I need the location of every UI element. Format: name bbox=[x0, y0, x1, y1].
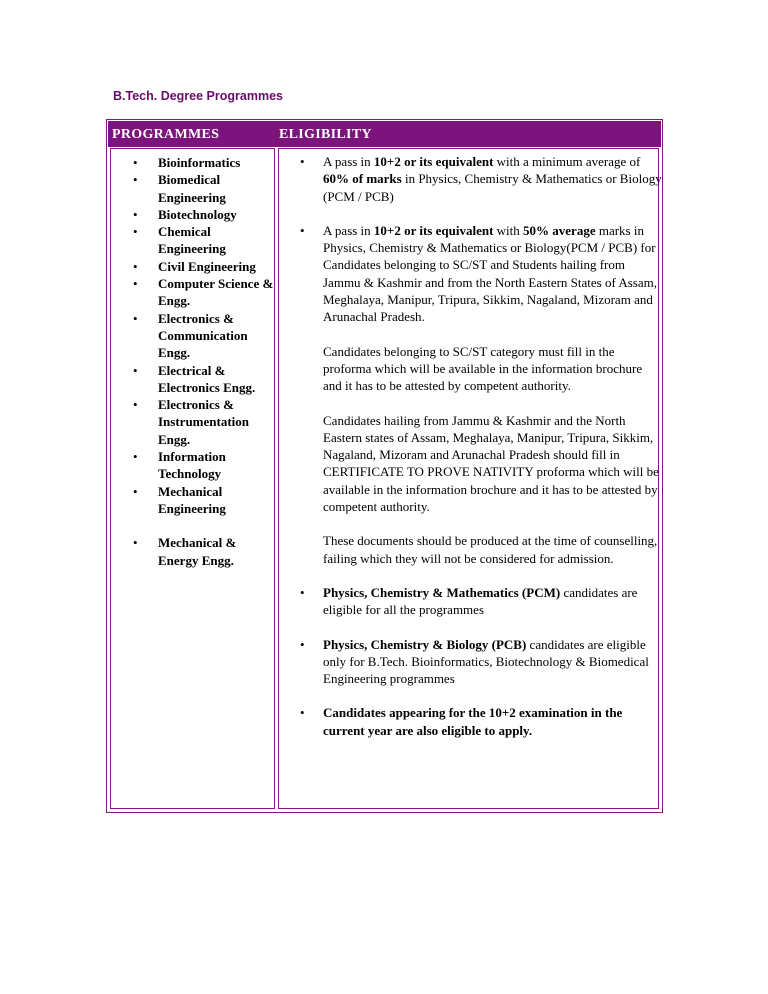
eligibility-bullet-pcm bbox=[279, 584, 663, 619]
text: in Physics, Chemistry & Mathematics or Biology (PCM / PCB) bbox=[323, 171, 662, 204]
programmes-column bbox=[110, 148, 275, 809]
programme-item: • Electronics & Instrumentation Engg. bbox=[111, 396, 274, 448]
bold-text: 50% average bbox=[523, 222, 596, 238]
programme-item: • Biomedical Engineering bbox=[111, 171, 274, 206]
sc-st-note: Candidates belonging to SC/ST category must fill in the proforma which will be available in the information brochure and it has to be attested by competent authority. bbox=[323, 343, 643, 394]
eligibility-header: ELIGIBILITY bbox=[279, 127, 372, 142]
programme-item: • Chemical Engineering bbox=[111, 223, 274, 258]
programmes-header: PROGRAMMES bbox=[112, 127, 220, 142]
text: with bbox=[493, 222, 524, 238]
programme-item: • Bioinformatics bbox=[111, 154, 274, 171]
page-title: B.Tech. Degree Programmes bbox=[113, 89, 283, 103]
eligibility-column bbox=[278, 148, 662, 809]
eligibility-bullet-general bbox=[279, 153, 663, 205]
documents-note: These documents should be produced at the time of counselling, failing which they will not be considered for admission. bbox=[323, 533, 658, 566]
bold-text: 10+2 or its equivalent bbox=[373, 154, 494, 169]
text: candidates are eligible only for B.Tech. Bioinformatics, Biotechnology & Biomedical Engineering programmes bbox=[323, 636, 649, 687]
eligibility-bullet-reserved bbox=[279, 222, 663, 326]
eligibility-bullet-pcb bbox=[279, 636, 663, 688]
bold-text: Physics, Chemistry & Mathematics (PCM) bbox=[323, 584, 561, 600]
bullet-icon: • bbox=[300, 636, 305, 652]
programme-item: • Mechanical & Energy Engg. bbox=[111, 534, 274, 569]
bold-text: 60% of marks bbox=[323, 171, 402, 187]
eligibility-bullet-current-year bbox=[279, 704, 663, 739]
bullet-icon: • bbox=[300, 154, 305, 169]
bold-text: Physics, Chemistry & Biology (PCB) bbox=[323, 636, 527, 652]
programme-item: • Electronics & Communication Engg. bbox=[111, 310, 274, 362]
text: A pass in bbox=[323, 154, 374, 169]
bullet-icon: • bbox=[300, 705, 305, 721]
bold-text: Candidates appearing for the 10+2 examination in the current year are also eligible to apply. bbox=[323, 705, 623, 738]
programme-item: • Information Technology bbox=[111, 448, 274, 483]
programme-list bbox=[111, 154, 274, 569]
programme-item: • Electrical & Electronics Engg. bbox=[111, 362, 274, 397]
bold-text: 10+2 or its equivalent bbox=[373, 222, 494, 238]
programme-item: • Mechanical Engineering bbox=[111, 483, 274, 518]
programme-item: • Civil Engineering bbox=[111, 258, 274, 275]
programmes-table bbox=[106, 119, 663, 813]
programme-item: • Biotechnology bbox=[111, 206, 274, 223]
text: marks in Physics, Chemistry & Mathematics or Biology(PCM / PCB) for Candidates belonging to SC/ST and Students hailing from Jammu & Kashmir and from the North Eastern States of Assam, Meghalaya, Manipur, Tripura, Sikkim, Nagaland, Mizoram and Arunachal Pradesh. bbox=[323, 222, 657, 325]
bullet-icon: • bbox=[300, 222, 305, 238]
programme-item: • Computer Science & Engg. bbox=[111, 275, 274, 310]
eligibility-content bbox=[279, 153, 663, 739]
bullet-icon: • bbox=[300, 584, 305, 600]
text: candidates are eligible for all the programmes bbox=[323, 584, 638, 618]
text: A pass in bbox=[323, 222, 374, 238]
text: with a minimum average of bbox=[493, 154, 641, 169]
table-header bbox=[108, 121, 661, 147]
nativity-note: Candidates hailing from Jammu & Kashmir and the North Eastern states of Assam, Meghalaya, Manipur, Tripura, Sikkim, Nagaland, Mizoram and Arunachal Pradesh should fill in CERTIFICATE TO PROVE NATIVITY proforma which will be available in the information brochure and it has to be attested by competent authority. bbox=[323, 412, 659, 515]
